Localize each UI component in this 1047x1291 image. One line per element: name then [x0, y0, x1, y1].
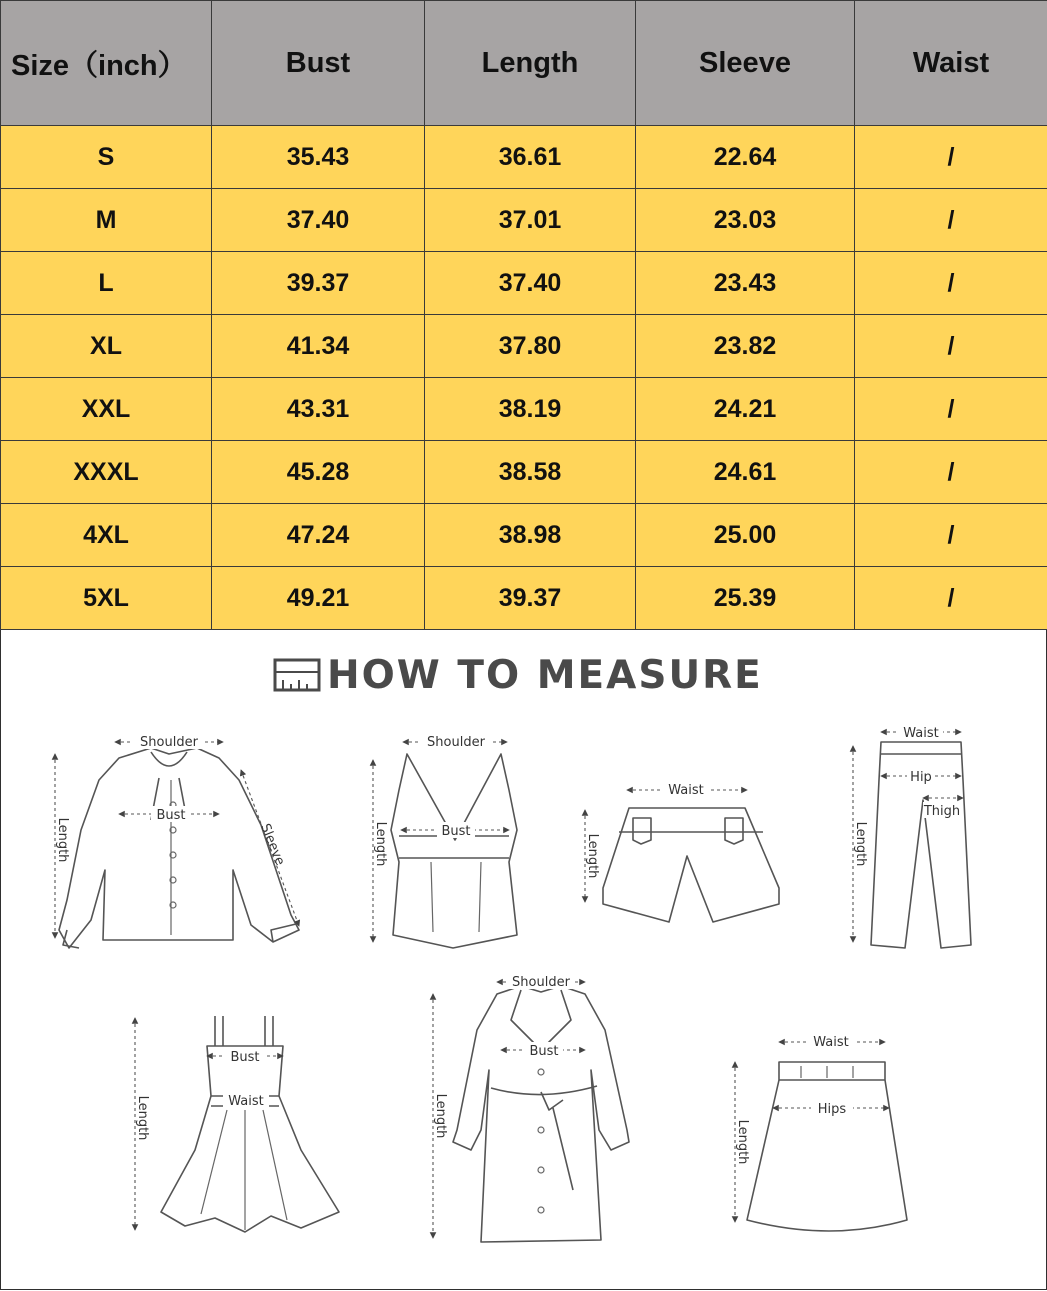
- label-waist: Waist: [813, 1035, 849, 1050]
- cell-sleeve: 23.43: [636, 252, 855, 315]
- cell-length: 37.80: [425, 315, 636, 378]
- cell-sleeve: 23.03: [636, 189, 855, 252]
- cell-sleeve: 25.39: [636, 567, 855, 630]
- how-to-measure-title: [273, 650, 763, 700]
- cell-length: 36.61: [425, 126, 636, 189]
- table-row: [1, 126, 1047, 189]
- cell-length: 38.58: [425, 441, 636, 504]
- cell-bust: 35.43: [212, 126, 425, 189]
- ruler-icon: [273, 658, 321, 692]
- label-waist: Waist: [228, 1094, 264, 1109]
- label-waist: Waist: [668, 783, 704, 798]
- cell-length: 38.19: [425, 378, 636, 441]
- cell-waist: /: [855, 315, 1047, 378]
- cell-bust: 37.40: [212, 189, 425, 252]
- title-text: HOW TO MEASURE: [327, 652, 763, 698]
- header-bust: Bust: [212, 1, 425, 126]
- cell-bust: 43.31: [212, 378, 425, 441]
- cell-size: XXL: [1, 378, 212, 441]
- cell-waist: /: [855, 567, 1047, 630]
- table-header-row: [1, 1, 1047, 126]
- header-waist: Waist: [855, 1, 1047, 126]
- label-waist: Waist: [903, 726, 939, 741]
- cell-length: 39.37: [425, 567, 636, 630]
- label-length: Length: [585, 833, 600, 879]
- label-length: Length: [55, 817, 70, 863]
- how-to-measure-panel: [0, 630, 1047, 1290]
- label-length: Length: [853, 821, 868, 867]
- cell-waist: /: [855, 252, 1047, 315]
- table-row: [1, 252, 1047, 315]
- cell-size: S: [1, 126, 212, 189]
- cell-bust: 49.21: [212, 567, 425, 630]
- label-bust: Bust: [230, 1050, 260, 1065]
- cell-sleeve: 25.00: [636, 504, 855, 567]
- cell-size: XL: [1, 315, 212, 378]
- cell-bust: 45.28: [212, 441, 425, 504]
- header-length: Length: [425, 1, 636, 126]
- table-row: [1, 189, 1047, 252]
- cell-bust: 41.34: [212, 315, 425, 378]
- pants-illustration: [853, 724, 971, 948]
- cell-length: 37.40: [425, 252, 636, 315]
- shorts-illustration: [585, 781, 779, 922]
- tank-top-illustration: [373, 733, 517, 948]
- table-row: [1, 441, 1047, 504]
- cell-bust: 47.24: [212, 504, 425, 567]
- label-thigh: Thigh: [923, 804, 961, 819]
- cell-size: XXXL: [1, 441, 212, 504]
- label-length: Length: [433, 1093, 448, 1139]
- cell-size: L: [1, 252, 212, 315]
- cell-waist: /: [855, 441, 1047, 504]
- label-shoulder: Shoulder: [140, 735, 198, 750]
- skirt-illustration: [735, 1033, 907, 1231]
- cell-size: 5XL: [1, 567, 212, 630]
- blouse-illustration: [55, 733, 299, 948]
- size-chart-table: [0, 0, 1047, 630]
- label-bust: Bust: [441, 824, 471, 839]
- cell-size: 4XL: [1, 504, 212, 567]
- dress-illustration: [135, 1016, 339, 1232]
- header-size: Size（inch）: [1, 1, 212, 126]
- header-sleeve: Sleeve: [636, 1, 855, 126]
- cell-waist: /: [855, 189, 1047, 252]
- table-row: [1, 315, 1047, 378]
- label-length: Length: [735, 1119, 750, 1165]
- measurement-illustrations: [1, 630, 1046, 1289]
- table-row: [1, 504, 1047, 567]
- cell-waist: /: [855, 378, 1047, 441]
- cell-sleeve: 22.64: [636, 126, 855, 189]
- cell-length: 37.01: [425, 189, 636, 252]
- label-hip: Hip: [910, 770, 932, 785]
- label-shoulder: Shoulder: [512, 975, 570, 990]
- label-bust: Bust: [529, 1044, 559, 1059]
- cell-length: 38.98: [425, 504, 636, 567]
- cell-waist: /: [855, 504, 1047, 567]
- label-hips: Hips: [817, 1102, 847, 1117]
- coat-illustration: [433, 973, 629, 1242]
- label-length: Length: [135, 1095, 150, 1141]
- label-length: Length: [373, 821, 388, 867]
- cell-size: M: [1, 189, 212, 252]
- cell-sleeve: 24.61: [636, 441, 855, 504]
- table-row: [1, 378, 1047, 441]
- cell-bust: 39.37: [212, 252, 425, 315]
- cell-sleeve: 24.21: [636, 378, 855, 441]
- cell-sleeve: 23.82: [636, 315, 855, 378]
- cell-waist: /: [855, 126, 1047, 189]
- table-row: [1, 567, 1047, 630]
- label-shoulder: Shoulder: [427, 735, 485, 750]
- label-bust: Bust: [156, 808, 186, 823]
- label-sleeve: Sleeve: [257, 821, 288, 868]
